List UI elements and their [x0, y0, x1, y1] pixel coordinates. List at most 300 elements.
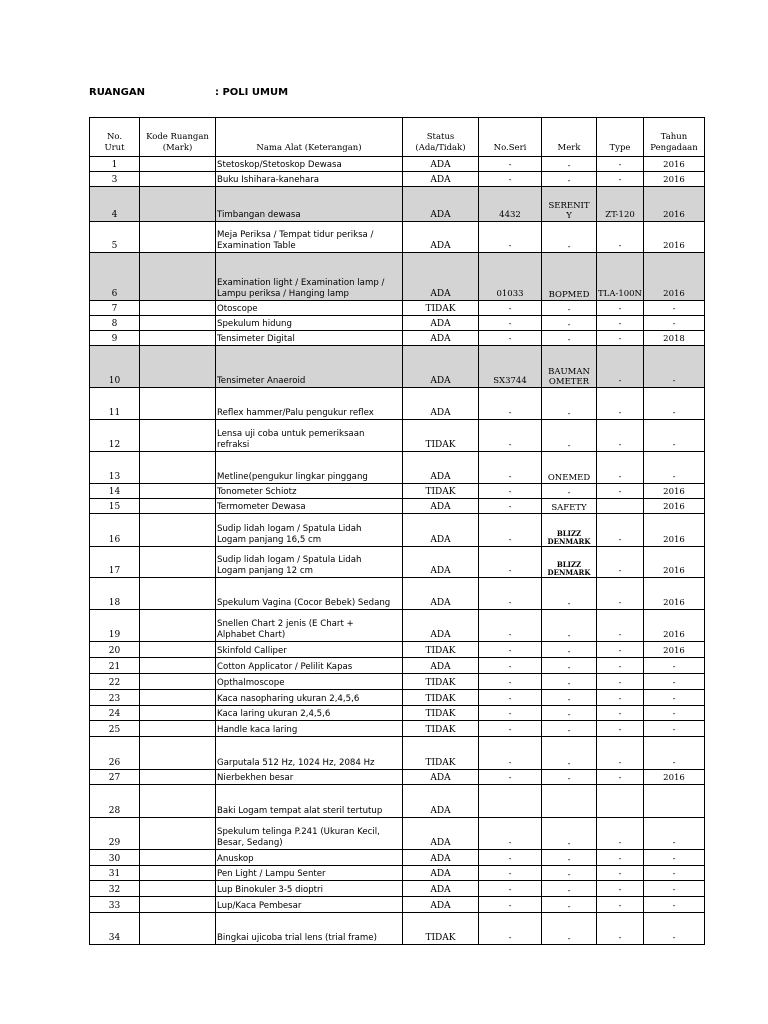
row-item-name: [216, 388, 403, 420]
item-name-line: Examination Table: [217, 241, 296, 251]
row-kode-ruangan: [140, 913, 216, 945]
table-row: [90, 721, 705, 737]
merk-line: -: [567, 305, 571, 315]
merk-line: -: [567, 176, 571, 186]
merk-line: -: [567, 441, 571, 451]
table-row: [90, 881, 705, 897]
row-status: ADA: [403, 388, 479, 420]
row-type: -: [597, 674, 644, 690]
row-tahun: 2016: [644, 172, 705, 187]
row-serial: -: [479, 610, 542, 642]
col-header-merk: Merk: [542, 118, 597, 157]
row-merk: [542, 547, 597, 578]
item-name-line: Otoscope: [217, 304, 258, 314]
row-kode-ruangan: [140, 897, 216, 913]
row-merk: [542, 388, 597, 420]
item-name-line: Sudip lidah logam / Spatula Lidah: [217, 524, 362, 534]
equipment-table: [89, 117, 705, 945]
row-item-name: [216, 578, 403, 610]
row-serial: -: [479, 388, 542, 420]
table-row: [90, 331, 705, 346]
row-merk: [542, 881, 597, 897]
merk-line: -: [567, 774, 571, 784]
row-serial: -: [479, 706, 542, 721]
table-row: [90, 674, 705, 690]
row-serial: -: [479, 818, 542, 850]
row-item-name: [216, 850, 403, 866]
row-type: -: [597, 222, 644, 253]
item-name-line: Lampu periksa / Hanging lamp: [217, 289, 349, 299]
row-number: 25: [90, 721, 140, 737]
row-status: ADA: [403, 172, 479, 187]
merk-line: ONEMED: [547, 473, 591, 483]
row-serial: -: [479, 642, 542, 658]
row-type: -: [597, 420, 644, 452]
merk-line: Y: [566, 211, 572, 221]
table-row: [90, 452, 705, 484]
row-number: 7: [90, 301, 140, 316]
row-tahun: -: [644, 737, 705, 770]
row-status: ADA: [403, 897, 479, 913]
merk-line: -: [567, 839, 571, 849]
row-status: ADA: [403, 253, 479, 301]
row-merk: [542, 331, 597, 346]
row-type: -: [597, 610, 644, 642]
row-type: -: [597, 897, 644, 913]
merk-line: DENMARK: [547, 537, 591, 546]
item-name-line: Besar, Sedang): [217, 838, 283, 848]
row-status: ADA: [403, 785, 479, 818]
row-number: 1: [90, 157, 140, 172]
row-kode-ruangan: [140, 642, 216, 658]
item-name-line: Logam panjang 12 cm: [217, 566, 313, 576]
row-number: 5: [90, 222, 140, 253]
merk-line: -: [567, 335, 571, 345]
table-row: [90, 866, 705, 881]
row-type: -: [597, 721, 644, 737]
row-type: -: [597, 866, 644, 881]
row-number: 32: [90, 881, 140, 897]
row-serial: -: [479, 484, 542, 499]
row-kode-ruangan: [140, 547, 216, 578]
row-serial: -: [479, 157, 542, 172]
row-type: -: [597, 881, 644, 897]
row-merk: [542, 866, 597, 881]
row-item-name: [216, 737, 403, 770]
item-name-line: refraksi: [217, 440, 250, 450]
row-number: 11: [90, 388, 140, 420]
row-number: 23: [90, 690, 140, 706]
row-type: -: [597, 316, 644, 331]
row-kode-ruangan: [140, 157, 216, 172]
item-name-line: Spekulum telinga P.241 (Ukuran Kecil,: [217, 827, 380, 837]
row-status: ADA: [403, 850, 479, 866]
row-merk: [542, 674, 597, 690]
row-tahun: 2016: [644, 514, 705, 547]
item-name-line: Lensa uji coba untuk pemeriksaan: [217, 429, 365, 439]
row-kode-ruangan: [140, 452, 216, 484]
row-kode-ruangan: [140, 690, 216, 706]
row-number: 27: [90, 770, 140, 785]
row-item-name: [216, 514, 403, 547]
item-name-line: Tonometer Schiotz: [217, 487, 297, 497]
row-serial: -: [479, 514, 542, 547]
table-row: [90, 818, 705, 850]
table-row: [90, 913, 705, 945]
row-tahun: 2016: [644, 547, 705, 578]
row-kode-ruangan: [140, 770, 216, 785]
row-number: 15: [90, 499, 140, 514]
row-serial: -: [479, 499, 542, 514]
row-number: 33: [90, 897, 140, 913]
item-name-line: Metline(pengukur lingkar pinggang: [217, 472, 368, 482]
row-status: ADA: [403, 818, 479, 850]
row-merk: [542, 706, 597, 721]
row-type: -: [597, 452, 644, 484]
row-status: TIDAK: [403, 913, 479, 945]
row-tahun: [644, 785, 705, 818]
row-tahun: 2018: [644, 331, 705, 346]
row-serial: -: [479, 578, 542, 610]
merk-line: -: [567, 886, 571, 896]
row-tahun: 2016: [644, 484, 705, 499]
row-item-name: [216, 346, 403, 388]
row-tahun: -: [644, 897, 705, 913]
row-merk: [542, 737, 597, 770]
merk-line: -: [567, 902, 571, 912]
merk-line: SAFETY: [551, 503, 587, 513]
item-name-line: Meja Periksa / Tempat tidur periksa /: [217, 230, 374, 240]
row-number: 34: [90, 913, 140, 945]
row-kode-ruangan: [140, 484, 216, 499]
row-type: -: [597, 157, 644, 172]
table-row: [90, 514, 705, 547]
table-row: [90, 420, 705, 452]
row-item-name: [216, 770, 403, 785]
merk-line: -: [567, 934, 571, 944]
row-type: [597, 499, 644, 514]
table-row: [90, 316, 705, 331]
item-name-line: Anuskop: [217, 854, 254, 864]
row-item-name: [216, 499, 403, 514]
item-name-line: Reflex hammer/Palu pengukur reflex: [217, 408, 374, 418]
row-item-name: [216, 452, 403, 484]
row-type: -: [597, 913, 644, 945]
row-number: 16: [90, 514, 140, 547]
merk-line: -: [567, 870, 571, 880]
item-name-line: Lup Binokuler 3-5 dioptri: [217, 885, 323, 895]
row-number: 26: [90, 737, 140, 770]
table-row: [90, 388, 705, 420]
row-serial: -: [479, 316, 542, 331]
item-name-line: Garputala 512 Hz, 1024 Hz, 2084 Hz: [217, 758, 375, 768]
row-tahun: -: [644, 674, 705, 690]
merk-line: -: [567, 647, 571, 657]
row-merk: [542, 913, 597, 945]
row-number: 9: [90, 331, 140, 346]
table-row: [90, 850, 705, 866]
row-tahun: -: [644, 706, 705, 721]
item-name-line: Sudip lidah logam / Spatula Lidah: [217, 555, 362, 565]
row-status: TIDAK: [403, 301, 479, 316]
row-status: TIDAK: [403, 674, 479, 690]
row-number: 13: [90, 452, 140, 484]
merk-line: -: [567, 631, 571, 641]
row-type: -: [597, 818, 644, 850]
row-tahun: -: [644, 850, 705, 866]
row-status: ADA: [403, 331, 479, 346]
merk-line: -: [567, 488, 571, 498]
row-merk: [542, 346, 597, 388]
row-item-name: [216, 818, 403, 850]
merk-line: -: [567, 409, 571, 419]
row-number: 31: [90, 866, 140, 881]
row-item-name: [216, 785, 403, 818]
row-kode-ruangan: [140, 866, 216, 881]
row-status: TIDAK: [403, 706, 479, 721]
row-number: 24: [90, 706, 140, 721]
row-item-name: [216, 316, 403, 331]
row-merk: [542, 420, 597, 452]
merk-line: -: [567, 320, 571, 330]
row-kode-ruangan: [140, 658, 216, 674]
row-tahun: -: [644, 420, 705, 452]
row-kode-ruangan: [140, 172, 216, 187]
col-header-noseri: No.Seri: [479, 118, 542, 157]
row-merk: [542, 172, 597, 187]
item-name-line: Snellen Chart 2 jenis (E Chart +: [217, 619, 354, 629]
row-status: TIDAK: [403, 690, 479, 706]
col-header-no: No. Urut: [90, 118, 140, 157]
table-row: [90, 172, 705, 187]
row-tahun: -: [644, 658, 705, 674]
row-type: -: [597, 578, 644, 610]
row-serial: -: [479, 674, 542, 690]
row-tahun: -: [644, 913, 705, 945]
row-number: 6: [90, 253, 140, 301]
row-merk: [542, 897, 597, 913]
table-row: [90, 642, 705, 658]
row-item-name: [216, 547, 403, 578]
row-item-name: [216, 897, 403, 913]
row-kode-ruangan: [140, 818, 216, 850]
row-tahun: -: [644, 346, 705, 388]
row-kode-ruangan: [140, 881, 216, 897]
table-row: [90, 547, 705, 578]
item-name-line: Opthalmoscope: [217, 678, 285, 688]
row-type: -: [597, 346, 644, 388]
table-row: [90, 658, 705, 674]
row-number: 4: [90, 187, 140, 222]
row-item-name: [216, 157, 403, 172]
item-name-line: Baki Logam tempat alat steril tertutup: [217, 806, 383, 816]
col-header-status: Status (Ada/Tidak): [403, 118, 479, 157]
row-item-name: [216, 172, 403, 187]
row-merk: [542, 850, 597, 866]
item-name-line: Pen Light / Lampu Senter: [217, 869, 326, 879]
row-kode-ruangan: [140, 222, 216, 253]
table-row: [90, 301, 705, 316]
row-merk: [542, 785, 597, 818]
table-row: [90, 499, 705, 514]
row-number: 14: [90, 484, 140, 499]
merk-line: -: [567, 599, 571, 609]
row-kode-ruangan: [140, 388, 216, 420]
row-tahun: -: [644, 452, 705, 484]
row-status: TIDAK: [403, 642, 479, 658]
row-item-name: [216, 610, 403, 642]
row-status: ADA: [403, 514, 479, 547]
row-status: TIDAK: [403, 484, 479, 499]
row-type: -: [597, 172, 644, 187]
row-item-name: [216, 301, 403, 316]
row-number: 12: [90, 420, 140, 452]
row-serial: SX3744: [479, 346, 542, 388]
row-status: TIDAK: [403, 721, 479, 737]
row-tahun: -: [644, 301, 705, 316]
row-serial: -: [479, 301, 542, 316]
row-serial: -: [479, 850, 542, 866]
table-row: [90, 785, 705, 818]
table-row: [90, 737, 705, 770]
row-item-name: [216, 674, 403, 690]
row-number: 29: [90, 818, 140, 850]
row-item-name: [216, 187, 403, 222]
row-tahun: -: [644, 866, 705, 881]
table-header-row: [90, 118, 705, 157]
row-kode-ruangan: [140, 253, 216, 301]
row-status: ADA: [403, 316, 479, 331]
row-status: TIDAK: [403, 737, 479, 770]
row-tahun: -: [644, 316, 705, 331]
merk-line: BLIZZ: [556, 529, 582, 538]
row-serial: -: [479, 866, 542, 881]
row-kode-ruangan: [140, 331, 216, 346]
row-type: -: [597, 514, 644, 547]
row-serial: -: [479, 770, 542, 785]
table-row: [90, 897, 705, 913]
item-name-line: Examination light / Examination lamp /: [217, 278, 385, 288]
row-item-name: [216, 331, 403, 346]
item-name-line: Tensimeter Digital: [217, 334, 295, 344]
row-merk: [542, 721, 597, 737]
row-status: ADA: [403, 187, 479, 222]
merk-line: -: [567, 663, 571, 673]
item-name-line: Kaca nasopharing ukuran 2,4,5,6: [217, 694, 360, 704]
row-type: -: [597, 706, 644, 721]
row-tahun: 2016: [644, 770, 705, 785]
row-merk: [542, 187, 597, 222]
row-kode-ruangan: [140, 737, 216, 770]
row-type: -: [597, 658, 644, 674]
row-item-name: [216, 866, 403, 881]
row-item-name: [216, 253, 403, 301]
row-status: ADA: [403, 770, 479, 785]
row-serial: -: [479, 331, 542, 346]
row-status: ADA: [403, 610, 479, 642]
row-type: -: [597, 737, 644, 770]
merk-line: OMETER: [548, 377, 590, 387]
item-name-line: Buku Ishihara-kanehara: [217, 175, 320, 185]
merk-line: -: [567, 855, 571, 865]
row-kode-ruangan: [140, 514, 216, 547]
row-type: -: [597, 484, 644, 499]
row-number: 22: [90, 674, 140, 690]
row-number: 10: [90, 346, 140, 388]
row-serial: -: [479, 737, 542, 770]
row-serial: -: [479, 172, 542, 187]
row-tahun: 2016: [644, 157, 705, 172]
row-type: -: [597, 388, 644, 420]
merk-line: DENMARK: [547, 568, 591, 577]
row-item-name: [216, 913, 403, 945]
row-serial: -: [479, 897, 542, 913]
row-tahun: -: [644, 721, 705, 737]
row-merk: [542, 316, 597, 331]
row-item-name: [216, 642, 403, 658]
row-tahun: 2016: [644, 499, 705, 514]
merk-line: BLIZZ: [556, 560, 582, 569]
merk-line: -: [567, 695, 571, 705]
row-type: -: [597, 331, 644, 346]
row-number: 18: [90, 578, 140, 610]
row-item-name: [216, 721, 403, 737]
row-merk: [542, 157, 597, 172]
row-tahun: -: [644, 388, 705, 420]
row-kode-ruangan: [140, 316, 216, 331]
row-tahun: 2016: [644, 578, 705, 610]
row-kode-ruangan: [140, 706, 216, 721]
row-type: [597, 785, 644, 818]
col-header-type: Type: [597, 118, 644, 157]
row-kode-ruangan: [140, 721, 216, 737]
row-item-name: [216, 222, 403, 253]
row-tahun: 2016: [644, 253, 705, 301]
item-name-line: Spekulum Vagina (Cocor Bebek) Sedang: [217, 598, 391, 608]
row-number: 17: [90, 547, 140, 578]
merk-line: -: [567, 679, 571, 689]
row-merk: [542, 514, 597, 547]
item-name-line: Timbangan dewasa: [217, 210, 301, 220]
row-kode-ruangan: [140, 674, 216, 690]
merk-line: -: [567, 242, 571, 252]
table-row: [90, 610, 705, 642]
item-name-line: Nierbekhen besar: [217, 773, 294, 783]
table-row: [90, 578, 705, 610]
row-type: ZT-120: [597, 187, 644, 222]
room-label: RUANGAN: [89, 87, 145, 98]
row-kode-ruangan: [140, 785, 216, 818]
row-kode-ruangan: [140, 187, 216, 222]
item-name-line: Alphabet Chart): [217, 630, 286, 640]
row-merk: [542, 484, 597, 499]
row-number: 3: [90, 172, 140, 187]
row-merk: [542, 222, 597, 253]
merk-line: -: [567, 726, 571, 736]
row-kode-ruangan: [140, 578, 216, 610]
item-name-line: Cotton Applicator / Pelilit Kapas: [217, 662, 353, 672]
row-kode-ruangan: [140, 420, 216, 452]
row-status: ADA: [403, 866, 479, 881]
item-name-line: Logam panjang 16,5 cm: [217, 535, 322, 545]
merk-line: -: [567, 161, 571, 171]
row-tahun: 2016: [644, 642, 705, 658]
row-number: 19: [90, 610, 140, 642]
table-row: [90, 187, 705, 222]
item-name-line: Tensimeter Anaeroid: [217, 376, 306, 386]
row-serial: -: [479, 690, 542, 706]
merk-line: SERENIT: [548, 201, 590, 211]
